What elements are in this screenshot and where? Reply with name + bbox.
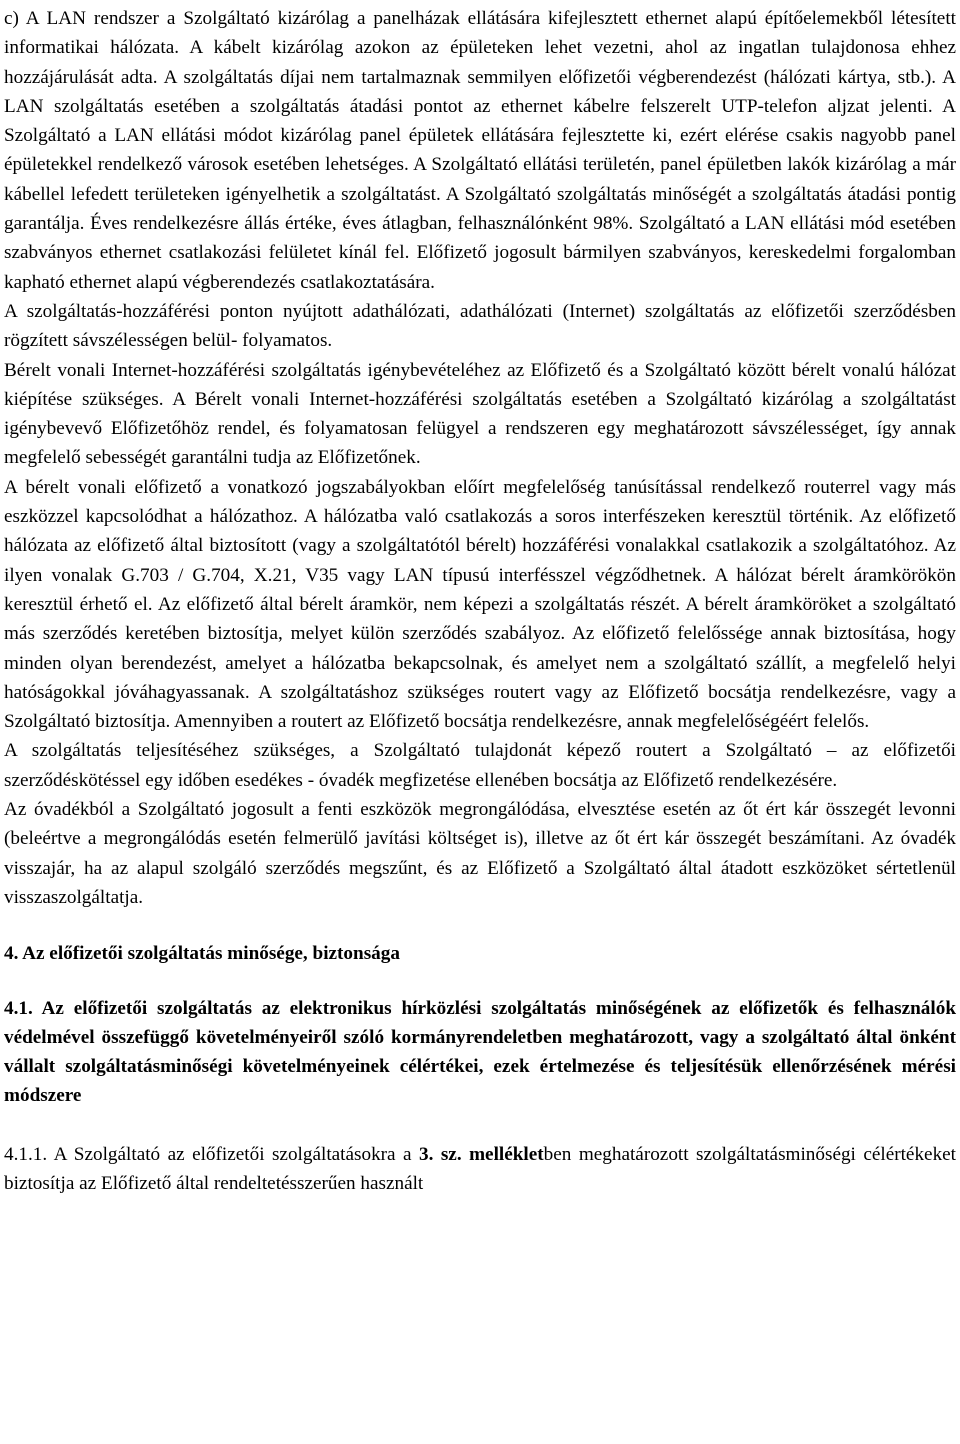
paragraph-4-1-1-space xyxy=(462,1144,469,1165)
paragraph-4-1-1-prefix: 4.1.1. A Szolgáltató az előfizetői szolgáltatásokra a xyxy=(4,1143,419,1165)
document-page xyxy=(4,4,956,1198)
annex-word: melléklet xyxy=(469,1143,544,1165)
annex-number: 3. sz. xyxy=(419,1143,462,1165)
subsection-heading: 4.1. Az előfizetői szolgáltatás az elektronikus hírközlési szolgáltatás minőségének az előfizetők és felhasználók védelmével összefüggő követelményeiről szóló kormányrendeletben meghatározott, vagy a szolgáltató által önként vállalt szolgáltatásminőségi követelményeinek célértékei, ezek értelmezése és teljesítésük ellenőrzésének mérési módszere xyxy=(4,997,956,1107)
paragraph-4-1-1 xyxy=(4,1140,956,1199)
paragraph-leased-line: Bérelt vonali Internet-hozzáférési szolgáltatás igénybevételéhez az Előfizető és a Szolgáltató között bérelt vonalú hálózat kiépítése szükséges. A Bérelt vonali Internet-hozzáférési szolgáltatás esetében a Szolgáltató kizárólag a szolgáltatást igénybevevő Előfizetőhöz rendel, és folyamatosan felügyel a rendszeren egy meghatározott sávszélességet, így annak megfelelő sebességét garantálni tudja az Előfizetőnek. xyxy=(4,359,956,469)
paragraph-router-deposit: A szolgáltatás teljesítéséhez szükséges, a Szolgáltató tulajdonát képező routert a Szolgáltató – az előfizetői szerződéskötéssel egy időben esedékes - óvadék megfizetése ellenében bocsátja az Előfizető rendelkezésére. xyxy=(4,740,956,791)
paragraph-lan-system: c) A LAN rendszer a Szolgáltató kizárólag a panelházak ellátására kifejlesztett ethernet alapú építőelemekből létesített informatikai hálózata. A kábelt kizárólag azokon az épületeken lehet vezetni, ahol az ingatlan tulajdonosa ehhez hozzájárulását adta. A szolgáltatás díjai nem tartalmaznak semmilyen előfizetői végberendezést (hálózati kártya, stb.). A LAN szolgáltatás esetében a szolgáltatás átadási pontot az ethernet kábelre felszerelt UTP-telefon aljzat jelenti. A Szolgáltató a LAN ellátási módot kizárólag panel épületek ellátására fejlesztette ki, ezért elérése csakis nagyobb panel épületekkel rendelkező városok esetében lehetséges. A Szolgáltató ellátási területén, panel épületben lakók kizárólag a már kábellel lefedett területeken igényelhetik a szolgáltatást. A Szolgáltató szolgáltatás minőségét a szolgáltatás átadási pontig garantálja. Éves rendelkezésre állás értéke, éves átlagban, felhasználónként 98%. Szolgáltató a LAN ellátási mód esetében szabványos ethernet csatlakozási felületet kínál fel. Előfizető jogosult bármilyen szabványos, kereskedelmi forgalomban kapható ethernet alapú végberendezés csatlakoztatására. xyxy=(4,8,956,293)
paragraph-leased-line-subscriber: A bérelt vonali előfizető a vonatkozó jogszabályokban előírt megfelelőség tanúsítással rendelkező routerrel vagy más eszközzel kapcsolódhat a hálózathoz. A hálózatba való csatlakozás a soros interfészeken keresztül történik. Az előfizető hálózata az előfizető által biztosított (vagy a szolgáltatótól bérelt) hozzáférési vonalakkal csatlakozik a szolgáltatóhoz. Az ilyen vonalak G.703 / G.704, X.21, V35 vagy LAN típusú interfésszel végződhetnek. A hálózat bérelt áramkörökön keresztül érhető el. Az előfizető által bérelt áramkör, nem képezi a szolgáltatás részét. A bérelt áramköröket a szolgáltató más szerződés keretében biztosítja, melyet külön szerződés szabályoz. Az előfizető felelőssége annak biztosítása, hogy minden olyan berendezést, amelyet a hálózatba bekapcsolnak, és amelyet nem a szolgáltató szállít, a megfelelő helyi hatóságokkal jóváhagyassanak. A szolgáltatáshoz szükséges routert vagy az Előfizető bocsátja rendelkezésre, vagy a Szolgáltató biztosítja. Amennyiben a routert az Előfizető bocsátja rendelkezésre, annak megfelelőségéért felelős. xyxy=(4,476,956,733)
spacer xyxy=(4,1111,956,1140)
paragraph-4-1-1-suffix: ben meghatározott szolgáltatásminőségi célértékeket biztosítja az Előfizető által rendeltetésszerűen használt xyxy=(4,1143,957,1194)
paragraph-deposit-usage: Az óvadékból a Szolgáltató jogosult a fenti eszközök megrongálódása, elvesztése esetén az őt ért kár összegét levonni (beleértve a megrongálódás esetén felmerülő javítási költséget is), illetve az őt ért kár összegét beszámítani. Az óvadék visszajár, ha az alapul szolgáló szerződés megszűnt, és az Előfizető a Szolgáltató által átadott eszközöket sértetlenül visszaszolgáltatja. xyxy=(4,799,956,908)
section-heading: 4. Az előfizetői szolgáltatás minősége, biztonsága xyxy=(4,943,400,965)
spacer xyxy=(4,912,956,939)
paragraph-access-point: A szolgáltatás-hozzáférési ponton nyújtott adathálózati, adathálózati (Internet) szolgáltatás az előfizetői szerződésben rögzített sávszélességen belül- folyamatos. xyxy=(4,300,956,352)
spacer xyxy=(4,969,956,994)
